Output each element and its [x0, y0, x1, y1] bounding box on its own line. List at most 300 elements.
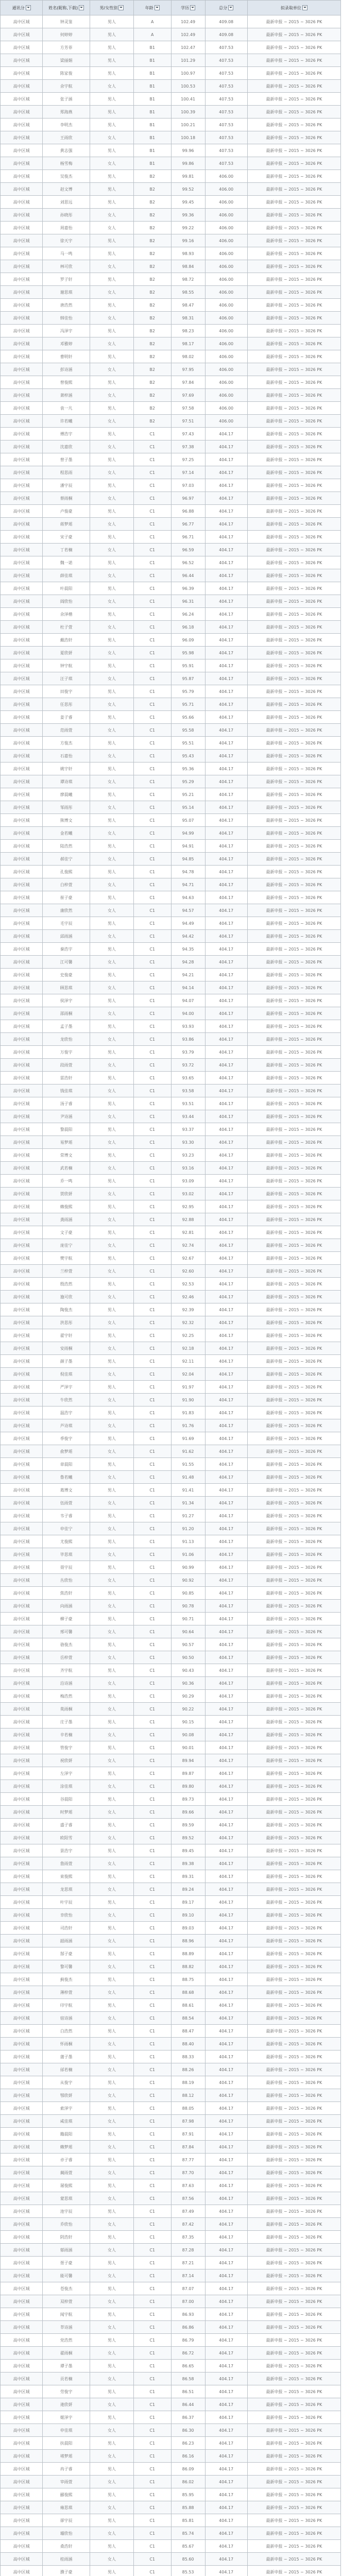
table-cell[interactable]: 高中区城	[1, 2282, 43, 2295]
table-cell[interactable]: C1	[133, 2308, 171, 2321]
table-cell[interactable]: 404.17	[205, 1458, 247, 1471]
table-cell[interactable]: C1	[133, 1278, 171, 1291]
table-cell[interactable]: 翟宇轩	[43, 1329, 90, 1342]
table-cell[interactable]: B1	[133, 93, 171, 106]
table-cell[interactable]: 最新申报 ~ 2015 ~ 3026 PK	[247, 1986, 340, 1999]
table-cell[interactable]: 87.56	[171, 2192, 205, 2205]
table-cell[interactable]: 高中区城	[1, 1561, 43, 1574]
table-cell[interactable]: 余宇航	[43, 80, 90, 93]
table-cell[interactable]: 94.07	[171, 994, 205, 1007]
table-cell[interactable]: 女人	[90, 1368, 134, 1381]
table-cell[interactable]: 87.07	[171, 2282, 205, 2295]
table-cell[interactable]: 86.72	[171, 2347, 205, 2360]
table-cell[interactable]: 90.71	[171, 1613, 205, 1625]
table-cell[interactable]: 高中区城	[1, 2308, 43, 2321]
table-cell[interactable]: C1	[133, 801, 171, 814]
table-cell[interactable]: 407.53	[205, 131, 247, 144]
table-cell[interactable]: 男人	[90, 1896, 134, 1909]
table-cell[interactable]: 白浩然	[43, 2025, 90, 2038]
table-cell[interactable]: 最新申报 ~ 2015 ~ 3026 PK	[247, 1651, 340, 1664]
table-cell[interactable]: 男人	[90, 2411, 134, 2424]
table-cell[interactable]: 最新申报 ~ 2015 ~ 3026 PK	[247, 2128, 340, 2141]
table-cell[interactable]: C1	[133, 2050, 171, 2063]
table-cell[interactable]: 93.09	[171, 1175, 205, 1188]
table-cell[interactable]: 92.46	[171, 1291, 205, 1303]
table-cell[interactable]: 高中区城	[1, 878, 43, 891]
table-cell[interactable]: 男人	[90, 1613, 134, 1625]
table-cell[interactable]: 高中区城	[1, 67, 43, 80]
table-cell[interactable]: C1	[133, 1844, 171, 1857]
table-cell[interactable]: 高中区城	[1, 325, 43, 337]
table-cell[interactable]: 99.22	[171, 222, 205, 234]
table-cell[interactable]: 孟子墨	[43, 1020, 90, 1033]
table-cell[interactable]: B1	[133, 41, 171, 54]
table-cell[interactable]: 90.29	[171, 1690, 205, 1703]
table-cell[interactable]: 鲁若曦	[43, 1471, 90, 1484]
table-cell[interactable]: 404.17	[205, 878, 247, 891]
table-cell[interactable]: 男人	[90, 1252, 134, 1265]
table-cell[interactable]: 404.17	[205, 2025, 247, 2038]
table-cell[interactable]: 最新申报 ~ 2015 ~ 3026 PK	[247, 2295, 340, 2308]
table-cell[interactable]: 易梦瑶	[43, 1136, 90, 1149]
table-cell[interactable]: 最新申报 ~ 2015 ~ 3026 PK	[247, 544, 340, 556]
table-cell[interactable]: 高中区城	[1, 428, 43, 440]
table-cell[interactable]: 最新申报 ~ 2015 ~ 3026 PK	[247, 2166, 340, 2179]
table-cell[interactable]: 404.17	[205, 2411, 247, 2424]
table-cell[interactable]: 100.53	[171, 80, 205, 93]
table-cell[interactable]: 女人	[90, 2476, 134, 2488]
table-cell[interactable]: 岳梓萱	[43, 1651, 90, 1664]
table-cell[interactable]: 男人	[90, 1844, 134, 1857]
table-cell[interactable]: 林可欣	[43, 260, 90, 273]
table-cell[interactable]: 高中区城	[1, 762, 43, 775]
table-cell[interactable]: 高中区城	[1, 1625, 43, 1638]
table-cell[interactable]: 404.17	[205, 956, 247, 969]
table-cell[interactable]: 404.17	[205, 2476, 247, 2488]
table-cell[interactable]: 404.17	[205, 492, 247, 505]
table-cell[interactable]: 404.17	[205, 453, 247, 466]
table-cell[interactable]: 女人	[90, 2527, 134, 2540]
table-cell[interactable]: 高中区城	[1, 144, 43, 157]
table-cell[interactable]: 最新申报 ~ 2015 ~ 3026 PK	[247, 2257, 340, 2269]
table-cell[interactable]: 方俊杰	[43, 737, 90, 750]
table-cell[interactable]: 男人	[90, 2463, 134, 2476]
table-cell[interactable]: C1	[133, 1110, 171, 1123]
table-cell[interactable]: 404.17	[205, 1561, 247, 1574]
table-cell[interactable]: 404.17	[205, 1097, 247, 1110]
table-cell[interactable]: 406.00	[205, 286, 247, 299]
table-cell[interactable]: C1	[133, 1832, 171, 1844]
table-cell[interactable]: 女人	[90, 1677, 134, 1690]
table-cell[interactable]: 406.00	[205, 209, 247, 222]
table-cell[interactable]: 男人	[90, 659, 134, 672]
table-cell[interactable]: 冯泽宇	[43, 325, 90, 337]
table-cell[interactable]: 404.17	[205, 762, 247, 775]
table-cell[interactable]: 谷晨阳	[43, 1793, 90, 1806]
table-cell[interactable]: 95.66	[171, 711, 205, 724]
table-cell[interactable]: 最新申报 ~ 2015 ~ 3026 PK	[247, 273, 340, 286]
table-cell[interactable]: 黎可馨	[43, 1960, 90, 1973]
table-cell[interactable]: 男人	[90, 1922, 134, 1935]
table-cell[interactable]: 高中区城	[1, 2501, 43, 2514]
table-cell[interactable]: 404.17	[205, 814, 247, 827]
table-cell[interactable]: 男人	[90, 969, 134, 981]
table-cell[interactable]: 最新申报 ~ 2015 ~ 3026 PK	[247, 1406, 340, 1419]
table-cell[interactable]: C1	[133, 1548, 171, 1561]
table-cell[interactable]: 蒙思琪	[43, 2192, 90, 2205]
table-cell[interactable]: 孙晓彤	[43, 209, 90, 222]
table-cell[interactable]: 404.17	[205, 2218, 247, 2231]
table-cell[interactable]: 最新申报 ~ 2015 ~ 3026 PK	[247, 402, 340, 415]
table-cell[interactable]: 99.45	[171, 196, 205, 209]
table-cell[interactable]: 男人	[90, 1741, 134, 1754]
table-cell[interactable]: 高中区城	[1, 2218, 43, 2231]
table-cell[interactable]: 高中区城	[1, 2128, 43, 2141]
header-col-0[interactable]	[1, 1, 43, 15]
table-cell[interactable]: 女人	[90, 827, 134, 840]
table-cell[interactable]: 高中区城	[1, 1123, 43, 1136]
table-cell[interactable]: 男人	[90, 2385, 134, 2398]
table-cell[interactable]: 高中区城	[1, 1265, 43, 1278]
table-cell[interactable]: 100.41	[171, 93, 205, 106]
table-cell[interactable]: C1	[133, 2514, 171, 2527]
table-cell[interactable]: 阎欣怡	[43, 595, 90, 608]
table-cell[interactable]: 男人	[90, 273, 134, 286]
table-cell[interactable]: 404.17	[205, 1613, 247, 1625]
table-cell[interactable]: C1	[133, 466, 171, 479]
table-cell[interactable]: 郦俊熙	[43, 2488, 90, 2501]
table-cell[interactable]: 男人	[90, 1535, 134, 1548]
table-cell[interactable]: 最新申报 ~ 2015 ~ 3026 PK	[247, 2501, 340, 2514]
table-cell[interactable]: C1	[133, 1406, 171, 1419]
table-cell[interactable]: 女人	[90, 1780, 134, 1793]
table-cell[interactable]: 高中区城	[1, 608, 43, 621]
table-cell[interactable]: C1	[133, 1020, 171, 1033]
table-cell[interactable]: 男人	[90, 1226, 134, 1239]
table-cell[interactable]: 高中区城	[1, 1819, 43, 1832]
table-cell[interactable]: B2	[133, 402, 171, 415]
table-cell[interactable]: 高中区城	[1, 1806, 43, 1819]
table-cell[interactable]: B2	[133, 209, 171, 222]
table-cell[interactable]: 男人	[90, 28, 134, 41]
table-cell[interactable]: 95.29	[171, 775, 205, 788]
table-cell[interactable]: 88.75	[171, 1973, 205, 1986]
table-cell[interactable]: 蒲子墨	[43, 2050, 90, 2063]
table-cell[interactable]: 蒋梦瑶	[43, 518, 90, 531]
table-cell[interactable]: 苍俊杰	[43, 2282, 90, 2295]
table-cell[interactable]: B2	[133, 376, 171, 389]
table-cell[interactable]: 男人	[90, 2566, 134, 2576]
table-cell[interactable]: 卢俊豪	[43, 505, 90, 518]
table-cell[interactable]: 最新申报 ~ 2015 ~ 3026 PK	[247, 2269, 340, 2282]
table-cell[interactable]: 梅浩然	[43, 1690, 90, 1703]
table-cell[interactable]: 最新申报 ~ 2015 ~ 3026 PK	[247, 2089, 340, 2102]
table-cell[interactable]: 男人	[90, 41, 134, 54]
table-cell[interactable]: 94.21	[171, 969, 205, 981]
table-cell[interactable]: 93.44	[171, 1110, 205, 1123]
table-cell[interactable]: 高中区城	[1, 956, 43, 969]
table-cell[interactable]: 最新申报 ~ 2015 ~ 3026 PK	[247, 2514, 340, 2527]
table-cell[interactable]: 406.00	[205, 389, 247, 402]
table-cell[interactable]: 92.60	[171, 1265, 205, 1278]
table-cell[interactable]: 404.17	[205, 1651, 247, 1664]
table-cell[interactable]: C1	[133, 891, 171, 904]
table-cell[interactable]: 高中区城	[1, 1213, 43, 1226]
table-cell[interactable]: 404.17	[205, 2269, 247, 2282]
table-cell[interactable]: 盛子睿	[43, 1819, 90, 1832]
table-cell[interactable]: 最新申报 ~ 2015 ~ 3026 PK	[247, 299, 340, 312]
table-cell[interactable]: 98.17	[171, 337, 205, 350]
table-cell[interactable]: 高中区城	[1, 1252, 43, 1265]
table-cell[interactable]: C1	[133, 1149, 171, 1162]
table-cell[interactable]: C1	[133, 1394, 171, 1406]
table-cell[interactable]: 404.17	[205, 1123, 247, 1136]
table-cell[interactable]: 406.00	[205, 273, 247, 286]
table-cell[interactable]: 男人	[90, 814, 134, 827]
table-cell[interactable]: 最新申报 ~ 2015 ~ 3026 PK	[247, 1213, 340, 1226]
table-cell[interactable]: 袁一凡	[43, 402, 90, 415]
table-cell[interactable]: 季俊宇	[43, 1432, 90, 1445]
table-cell[interactable]: 97.84	[171, 376, 205, 389]
table-cell[interactable]: 404.17	[205, 1896, 247, 1909]
table-cell[interactable]: 高中区城	[1, 363, 43, 376]
table-cell[interactable]: 96.88	[171, 505, 205, 518]
table-cell[interactable]: 男人	[90, 2025, 134, 2038]
table-cell[interactable]: 最新申报 ~ 2015 ~ 3026 PK	[247, 917, 340, 930]
table-cell[interactable]: 女人	[90, 775, 134, 788]
table-cell[interactable]: 最新申报 ~ 2015 ~ 3026 PK	[247, 1600, 340, 1613]
table-cell[interactable]: 94.28	[171, 956, 205, 969]
table-cell[interactable]: 男人	[90, 93, 134, 106]
table-cell[interactable]: C1	[133, 2257, 171, 2269]
table-cell[interactable]: 最新申报 ~ 2015 ~ 3026 PK	[247, 2141, 340, 2154]
table-cell[interactable]: 最新申报 ~ 2015 ~ 3026 PK	[247, 440, 340, 453]
table-cell[interactable]: 93.23	[171, 1149, 205, 1162]
table-cell[interactable]: 404.17	[205, 1445, 247, 1458]
table-cell[interactable]: 高中区城	[1, 54, 43, 67]
table-cell[interactable]: 最新申报 ~ 2015 ~ 3026 PK	[247, 2360, 340, 2372]
table-cell[interactable]: 406.00	[205, 415, 247, 428]
table-cell[interactable]: 最新申报 ~ 2015 ~ 3026 PK	[247, 80, 340, 93]
table-cell[interactable]: 高中区城	[1, 2179, 43, 2192]
table-cell[interactable]: 赖梦瑶	[43, 2141, 90, 2154]
table-cell[interactable]: 404.17	[205, 2437, 247, 2450]
table-cell[interactable]: 女人	[90, 2295, 134, 2308]
table-cell[interactable]: 85.74	[171, 2527, 205, 2540]
table-cell[interactable]: 最新申报 ~ 2015 ~ 3026 PK	[247, 337, 340, 350]
filter-icon[interactable]	[26, 5, 31, 10]
table-cell[interactable]: 最新申报 ~ 2015 ~ 3026 PK	[247, 157, 340, 170]
table-cell[interactable]: 404.17	[205, 1342, 247, 1355]
table-cell[interactable]: 女人	[90, 1059, 134, 1072]
table-cell[interactable]: 87.35	[171, 2231, 205, 2244]
table-cell[interactable]: 俞梦瑶	[43, 1445, 90, 1458]
table-cell[interactable]: 404.17	[205, 1935, 247, 1947]
table-cell[interactable]: 404.17	[205, 1252, 247, 1265]
table-cell[interactable]: 最新申报 ~ 2015 ~ 3026 PK	[247, 1716, 340, 1728]
table-cell[interactable]: 95.58	[171, 724, 205, 737]
table-cell[interactable]: 404.17	[205, 608, 247, 621]
table-cell[interactable]: 廖晨曦	[43, 788, 90, 801]
table-cell[interactable]: 聂宇辰	[43, 1561, 90, 1574]
table-cell[interactable]: 男人	[90, 840, 134, 853]
table-cell[interactable]: 高中区城	[1, 1394, 43, 1406]
table-cell[interactable]: 407.53	[205, 80, 247, 93]
table-cell[interactable]: 高中区城	[1, 2488, 43, 2501]
table-cell[interactable]: 89.10	[171, 1909, 205, 1922]
table-cell[interactable]: 404.17	[205, 1793, 247, 1806]
table-cell[interactable]: 97.43	[171, 428, 205, 440]
table-cell[interactable]: 90.78	[171, 1600, 205, 1613]
table-cell[interactable]: 97.25	[171, 453, 205, 466]
table-cell[interactable]: 89.03	[171, 1922, 205, 1935]
header-col-3[interactable]	[133, 1, 171, 15]
table-cell[interactable]: 扶晨阳	[43, 2437, 90, 2450]
table-cell[interactable]: 高中区城	[1, 2450, 43, 2463]
table-cell[interactable]: 92.53	[171, 1278, 205, 1291]
table-cell[interactable]: 最新申报 ~ 2015 ~ 3026 PK	[247, 1188, 340, 1200]
table-cell[interactable]: 407.53	[205, 106, 247, 118]
table-cell[interactable]: 男人	[90, 2257, 134, 2269]
table-cell[interactable]: 最新申报 ~ 2015 ~ 3026 PK	[247, 1832, 340, 1844]
table-cell[interactable]: 97.95	[171, 363, 205, 376]
table-cell[interactable]: 87.21	[171, 2257, 205, 2269]
table-cell[interactable]: C1	[133, 1213, 171, 1226]
table-cell[interactable]: C1	[133, 2553, 171, 2566]
table-cell[interactable]: 404.17	[205, 1059, 247, 1072]
table-cell[interactable]: 男人	[90, 1638, 134, 1651]
table-cell[interactable]: 93.79	[171, 1046, 205, 1059]
table-cell[interactable]: 404.17	[205, 2385, 247, 2398]
table-cell[interactable]: 高中区城	[1, 930, 43, 943]
table-cell[interactable]: 98.93	[171, 247, 205, 260]
table-cell[interactable]: 高中区城	[1, 299, 43, 312]
table-cell[interactable]: 404.17	[205, 750, 247, 762]
table-cell[interactable]: 余泽楷	[43, 608, 90, 621]
table-cell[interactable]: 98.02	[171, 350, 205, 363]
table-cell[interactable]: 女人	[90, 1316, 134, 1329]
table-cell[interactable]: 404.17	[205, 1973, 247, 1986]
table-cell[interactable]: 高中区城	[1, 41, 43, 54]
table-cell[interactable]: 最新申报 ~ 2015 ~ 3026 PK	[247, 659, 340, 672]
table-cell[interactable]: C1	[133, 904, 171, 917]
table-cell[interactable]: 404.17	[205, 1471, 247, 1484]
table-cell[interactable]: 97.51	[171, 415, 205, 428]
table-cell[interactable]: 女人	[90, 518, 134, 531]
table-cell[interactable]: 男人	[90, 2360, 134, 2372]
table-cell[interactable]: C1	[133, 711, 171, 724]
table-cell[interactable]: 男人	[90, 788, 134, 801]
table-cell[interactable]: 女人	[90, 647, 134, 659]
table-cell[interactable]: 最新申报 ~ 2015 ~ 3026 PK	[247, 1458, 340, 1471]
table-cell[interactable]: 91.34	[171, 1497, 205, 1510]
table-cell[interactable]: 404.17	[205, 2566, 247, 2576]
table-cell[interactable]: C1	[133, 2244, 171, 2257]
table-cell[interactable]: 女人	[90, 724, 134, 737]
table-cell[interactable]: 男人	[90, 1793, 134, 1806]
table-cell[interactable]: 宋子豪	[43, 531, 90, 544]
table-cell[interactable]: C1	[133, 1625, 171, 1638]
table-cell[interactable]: 高中区城	[1, 2089, 43, 2102]
table-cell[interactable]: 最新申报 ~ 2015 ~ 3026 PK	[247, 1342, 340, 1355]
table-cell[interactable]: 407.53	[205, 67, 247, 80]
table-cell[interactable]: 高中区城	[1, 582, 43, 595]
table-cell[interactable]: C1	[133, 2463, 171, 2476]
table-cell[interactable]: 男人	[90, 144, 134, 157]
table-cell[interactable]: 高中区城	[1, 621, 43, 634]
table-cell[interactable]: 最新申报 ~ 2015 ~ 3026 PK	[247, 1857, 340, 1870]
table-cell[interactable]: 殷浩然	[43, 1278, 90, 1291]
table-cell[interactable]: 最新申报 ~ 2015 ~ 3026 PK	[247, 1419, 340, 1432]
table-cell[interactable]: 94.14	[171, 981, 205, 994]
table-cell[interactable]: 鄂欣妍	[43, 2089, 90, 2102]
table-cell[interactable]: 高中区城	[1, 1947, 43, 1960]
table-cell[interactable]: 93.16	[171, 1162, 205, 1175]
table-cell[interactable]: 91.27	[171, 1510, 205, 1522]
table-cell[interactable]: 曹明轩	[43, 350, 90, 363]
table-cell[interactable]: 最新申报 ~ 2015 ~ 3026 PK	[247, 2411, 340, 2424]
table-cell[interactable]: 91.13	[171, 1535, 205, 1548]
table-cell[interactable]: 404.17	[205, 943, 247, 956]
table-cell[interactable]: 最新申报 ~ 2015 ~ 3026 PK	[247, 1162, 340, 1175]
table-cell[interactable]: 濮子豪	[43, 2566, 90, 2576]
table-cell[interactable]: C1	[133, 2488, 171, 2501]
table-cell[interactable]: 男人	[90, 943, 134, 956]
table-cell[interactable]: C1	[133, 1819, 171, 1832]
table-cell[interactable]: 最新申报 ~ 2015 ~ 3026 PK	[247, 750, 340, 762]
table-cell[interactable]: C1	[133, 1162, 171, 1175]
table-cell[interactable]: 男人	[90, 1510, 134, 1522]
table-cell[interactable]: 女人	[90, 672, 134, 685]
table-cell[interactable]: C1	[133, 1252, 171, 1265]
table-cell[interactable]: 91.06	[171, 1548, 205, 1561]
table-cell[interactable]: 最新申报 ~ 2015 ~ 3026 PK	[247, 801, 340, 814]
table-cell[interactable]: 404.17	[205, 2012, 247, 2025]
table-cell[interactable]: 卻宇辰	[43, 2514, 90, 2527]
table-cell[interactable]: 404.17	[205, 621, 247, 634]
table-cell[interactable]: 兰梓萱	[43, 1265, 90, 1278]
table-cell[interactable]: 93.02	[171, 1188, 205, 1200]
table-cell[interactable]: 最新申报 ~ 2015 ~ 3026 PK	[247, 1664, 340, 1677]
table-cell[interactable]: B1	[133, 106, 171, 118]
table-cell[interactable]: 高中区城	[1, 1548, 43, 1561]
table-cell[interactable]: 最新申报 ~ 2015 ~ 3026 PK	[247, 1909, 340, 1922]
table-cell[interactable]: 最新申报 ~ 2015 ~ 3026 PK	[247, 1819, 340, 1832]
table-cell[interactable]: 欧阳雪	[43, 1832, 90, 1844]
table-cell[interactable]: 男人	[90, 170, 134, 183]
table-cell[interactable]: 404.17	[205, 2450, 247, 2463]
table-cell[interactable]: 男人	[90, 1716, 134, 1728]
table-cell[interactable]: 高中区城	[1, 1007, 43, 1020]
table-cell[interactable]: 女人	[90, 1857, 134, 1870]
table-cell[interactable]: C1	[133, 1561, 171, 1574]
table-cell[interactable]: 最新申报 ~ 2015 ~ 3026 PK	[247, 1097, 340, 1110]
table-cell[interactable]: 女人	[90, 621, 134, 634]
table-cell[interactable]: 男人	[90, 402, 134, 415]
table-cell[interactable]: C1	[133, 737, 171, 750]
table-cell[interactable]: 高中区城	[1, 1870, 43, 1883]
table-cell[interactable]: 女人	[90, 2321, 134, 2334]
table-cell[interactable]: 404.17	[205, 647, 247, 659]
table-cell[interactable]: 葛博文	[43, 1484, 90, 1497]
filter-icon[interactable]	[228, 5, 233, 10]
table-cell[interactable]: 高中区城	[1, 1741, 43, 1754]
table-cell[interactable]: 男人	[90, 1973, 134, 1986]
table-cell[interactable]: 最新申报 ~ 2015 ~ 3026 PK	[247, 698, 340, 711]
table-cell[interactable]: 404.17	[205, 1316, 247, 1329]
table-cell[interactable]: 蔺雨萱	[43, 2166, 90, 2179]
table-cell[interactable]: 女人	[90, 1342, 134, 1355]
